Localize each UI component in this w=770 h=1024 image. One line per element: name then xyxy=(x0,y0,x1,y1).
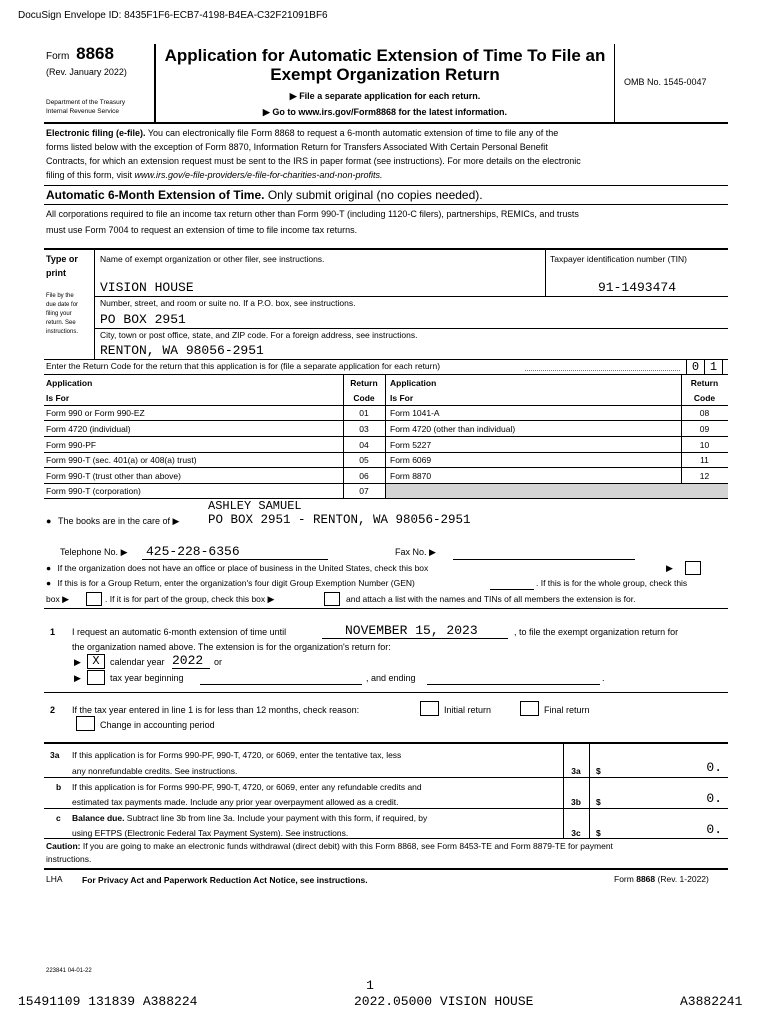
code-row-form: Form 6069 xyxy=(390,455,432,465)
caution-label: Caution: xyxy=(46,841,81,851)
bullet-icon: ● xyxy=(46,516,52,526)
file-note-line: return. See xyxy=(46,320,76,326)
form-title-line1: Application for Automatic Extension of Time To File an xyxy=(164,46,606,65)
subtitle-separate-text: File a separate application for each return. xyxy=(299,91,481,101)
bullet-icon: ● xyxy=(46,578,52,588)
return-code-label: Enter the Return Code for the return that this application is for (file a separate application for each return) xyxy=(46,361,441,371)
bullet-icon: ● xyxy=(46,563,52,573)
tax-year-end-field[interactable] xyxy=(427,684,600,685)
file-note-line: due date for xyxy=(46,302,79,308)
telephone-text: Telephone No. xyxy=(60,547,119,557)
and-ending-label: , and ending xyxy=(366,673,416,683)
code-row-code: 07 xyxy=(359,486,369,496)
code-row-code: 08 xyxy=(699,408,710,418)
calendar-year-field[interactable]: 2022 xyxy=(172,653,204,668)
city-field[interactable]: RENTON, WA 98056-2951 xyxy=(100,343,264,358)
footer-center-id: 2022.05000 VISION HOUSE xyxy=(354,994,534,1009)
irs-label: Internal Revenue Service xyxy=(46,108,119,115)
line3b-text-1: If this application is for Forms 990-PF, 990-T, 4720, or 6069, enter any refundable credits and xyxy=(72,782,422,792)
form-word: Form xyxy=(46,51,70,62)
page-number: 1 xyxy=(366,978,374,993)
line3b-number: b xyxy=(56,782,62,792)
form-label xyxy=(46,44,114,64)
code-row-form: Form 990-T (trust other than above) xyxy=(46,471,181,481)
line3c-text-2: using EFTPS (Electronic Federal Tax Payment System). See instructions. xyxy=(72,828,349,838)
shaded-cell xyxy=(386,484,728,498)
efile-line1 xyxy=(46,128,558,138)
omb-number: OMB No. 1545-0047 xyxy=(624,77,707,87)
care-bullet-line xyxy=(46,516,179,527)
city-label: City, town or post office, state, and ZIP code. For a foreign address, see instructions. xyxy=(100,330,418,340)
dollar-sign: $ xyxy=(596,828,601,838)
subtitle-website-text: Go to www.irs.gov/Form8868 for the latest information. xyxy=(272,107,508,117)
line2-number: 2 xyxy=(50,705,56,715)
footer-left-id: 15491109 131839 A388224 xyxy=(18,994,198,1009)
code-row-code: 06 xyxy=(359,471,369,481)
line3a-code: 3a xyxy=(571,766,581,776)
footer-form-number: 8868 xyxy=(636,874,656,884)
arrow-right-icon: ▶ xyxy=(267,594,275,604)
efile-line2: forms listed below with the exception of Form 8870, Information Return for Transfers Associated With Certain Personal Benefit xyxy=(46,142,548,152)
code-row-code: 05 xyxy=(359,455,369,465)
tax-year-label: tax year beginning xyxy=(110,673,184,683)
care-label: The books are in the care of xyxy=(57,516,171,526)
dept-treasury: Department of the Treasury xyxy=(46,99,126,106)
final-return-label: Final return xyxy=(544,705,590,715)
arrow-right-icon: ▶ xyxy=(74,673,81,683)
code-row-form: Form 990-T (corporation) xyxy=(46,486,141,496)
line3b-amount[interactable]: 0. xyxy=(706,791,722,806)
col-code-header-1: Return xyxy=(690,378,719,388)
col-code-header-1: Return xyxy=(350,378,378,388)
line3c-text-1-rest: Subtract line 3b from line 3a. Include your payment with this form, if required, by xyxy=(124,813,428,823)
code-row-code: 10 xyxy=(699,440,710,450)
arrow-right-icon: ▶ xyxy=(262,107,270,117)
dollar-sign: $ xyxy=(596,766,601,776)
efile-label: Electronic filing (e-file). xyxy=(46,128,146,138)
subtitle-separate xyxy=(155,91,615,102)
type-label: Type or xyxy=(46,254,78,264)
efile-text-1: You can electronically file Form 8868 to request a 6-month automatic extension of time to file any of the xyxy=(145,128,559,138)
code-row-code: 03 xyxy=(359,424,369,434)
revision-date: (Rev. January 2022) xyxy=(46,67,127,77)
auto-heading-note: Only submit original (no copies needed). xyxy=(267,188,483,202)
arrow-right-icon: ▶ xyxy=(172,516,180,526)
return-code-digit-1[interactable]: 0 xyxy=(686,359,705,375)
part-group-checkbox[interactable] xyxy=(324,592,340,606)
fax-text: Fax No. xyxy=(395,547,427,557)
line3a-number: 3a xyxy=(50,750,60,760)
accounting-change-label: Change in accounting period xyxy=(100,720,215,730)
line3a-text-2: any nonrefundable credits. See instructions. xyxy=(72,766,238,776)
file-by-note xyxy=(46,292,78,337)
auto-text-2: must use Form 7004 to request an extension of time to file income tax returns. xyxy=(46,225,358,235)
file-note-line: instructions. xyxy=(46,329,79,335)
group-whole-text: . If this is for the whole group, check this xyxy=(536,578,688,588)
line3b-code: 3b xyxy=(571,797,581,807)
group-return-text: If this is for a Group Return, enter the organization's four digit Group Exemption Number (GEN) xyxy=(57,578,415,588)
extension-date-field[interactable]: NOVEMBER 15, 2023 xyxy=(345,623,478,638)
file-note-line: File by the xyxy=(46,293,74,299)
caution-line1 xyxy=(46,841,613,851)
no-office-text: If the organization does not have an office or place of business in the United States, check this box xyxy=(57,563,429,573)
code-row-form: Form 4720 (individual) xyxy=(46,424,131,434)
code-row-code: 11 xyxy=(700,455,709,465)
street-field[interactable]: PO BOX 2951 xyxy=(100,312,186,327)
fax-label xyxy=(395,547,436,558)
group-part-text: . If it is for part of the group, check this box xyxy=(105,594,266,604)
org-name-field[interactable]: VISION HOUSE xyxy=(100,280,194,295)
arrow-right-icon: ▶ xyxy=(74,657,81,667)
efile-line3: Contracts, for which an extension request must be sent to the IRS in paper format (see instructions). For more details on the electronic xyxy=(46,156,581,166)
caution-text-1: If you are going to make an electronic funds withdrawal (direct debit) with this Form 8868, see Form 8453-TE and Form 8879-TE for payment xyxy=(80,841,613,851)
balance-due-label: Balance due. xyxy=(72,813,125,823)
tax-year-begin-field[interactable] xyxy=(200,684,362,685)
form-number: 8868 xyxy=(76,44,114,63)
code-row-code: 04 xyxy=(359,440,369,450)
line1-text-a: I request an automatic 6-month extension of time until xyxy=(72,627,287,637)
footer-form-rev: (Rev. 1-2022) xyxy=(657,874,709,884)
efile-line4 xyxy=(46,170,382,180)
envelope-id: DocuSign Envelope ID: 8435F1F6-ECB7-4198-B4EA-C32F21091BF6 xyxy=(18,10,328,21)
code-row-form: Form 990-PF xyxy=(46,440,97,450)
arrow-right-icon: ▶ xyxy=(62,594,70,604)
caution-line2: instructions. xyxy=(46,854,92,864)
print-label: print xyxy=(46,268,66,278)
col-app-header-2: Is For xyxy=(46,393,70,403)
group-return-line xyxy=(46,578,415,588)
form-code: 223841 04-01-22 xyxy=(46,968,92,974)
initial-return-label: Initial return xyxy=(444,705,492,715)
lha-label: LHA xyxy=(46,874,63,884)
initial-return-checkbox[interactable] xyxy=(420,701,439,716)
accounting-change-checkbox[interactable] xyxy=(76,716,95,731)
telephone-field[interactable]: 425-228-6356 xyxy=(146,544,240,559)
tax-year-checkbox[interactable] xyxy=(87,670,105,685)
tin-field[interactable]: 91-1493474 xyxy=(598,280,677,295)
no-office-checkbox[interactable] xyxy=(685,561,701,575)
line1-number: 1 xyxy=(50,627,56,637)
efile-link[interactable]: www.irs.gov/e-file-providers/e-file-for-charities-and-non-profits. xyxy=(134,170,383,180)
fax-field[interactable] xyxy=(453,559,635,560)
street-label: Number, street, and room or suite no. If a P.O. box, see instructions. xyxy=(100,298,356,308)
arrow-right-icon: ▶ xyxy=(120,547,128,557)
line3c-code: 3c xyxy=(571,828,581,838)
footer-form-word: Form xyxy=(614,874,634,884)
dollar-sign: $ xyxy=(596,797,601,807)
col-app-header-1: Application xyxy=(390,378,437,388)
line2-text: If the tax year entered in line 1 is for less than 12 months, check reason: xyxy=(72,705,360,715)
arrow-right-icon: ▶ xyxy=(666,563,673,573)
code-row-form: Form 990-T (sec. 401(a) or 408(a) trust) xyxy=(46,455,197,465)
footer-right-id: A3882241 xyxy=(680,994,743,1009)
care-address-field[interactable]: PO BOX 2951 - RENTON, WA 98056-2951 xyxy=(208,513,471,527)
calendar-year-checkbox[interactable]: X xyxy=(87,654,105,669)
code-row-code: 01 xyxy=(359,408,369,418)
line1-period: . xyxy=(602,673,605,683)
code-row-form: Form 4720 (other than individual) xyxy=(390,424,516,434)
col-code-header-2: Code xyxy=(693,393,716,403)
col-app-header-2: Is For xyxy=(390,393,414,403)
line3a-amount[interactable]: 0. xyxy=(706,760,722,775)
code-row-code: 12 xyxy=(699,471,710,481)
org-name-label: Name of exempt organization or other filer, see instructions. xyxy=(100,254,325,264)
efile-text-4: filing of this form, visit xyxy=(46,170,135,180)
subtitle-website xyxy=(155,107,615,118)
line3c-amount[interactable]: 0. xyxy=(706,822,722,837)
whole-group-checkbox[interactable] xyxy=(86,592,102,606)
leader-dots xyxy=(525,370,680,371)
line3b-text-2: estimated tax payments made. Include any prior year overpayment allowed as a credit. xyxy=(72,797,399,807)
line1-text-c: the organization named above. The extension is for the organization's return for: xyxy=(72,642,391,652)
group-attach-text: and attach a list with the names and TINs of all members the extension is for. xyxy=(346,594,636,604)
arrow-right-icon: ▶ xyxy=(429,547,436,557)
auto-text-1: All corporations required to file an income tax return other than Form 990-T (including 1120-C filers), partnerships, REMICs, and trusts xyxy=(46,209,579,219)
final-return-checkbox[interactable] xyxy=(520,701,539,716)
return-code-digit-2[interactable]: 1 xyxy=(704,359,723,375)
form-title-line2: Exempt Organization Return xyxy=(270,65,500,84)
no-office-line xyxy=(46,563,428,573)
auto-heading-bold: Automatic 6-Month Extension of Time. xyxy=(46,188,265,202)
privacy-notice: For Privacy Act and Paperwork Reduction Act Notice, see instructions. xyxy=(82,875,368,885)
line1-text-b: , to file the exempt organization return for xyxy=(514,627,679,637)
auto-extension-heading xyxy=(46,188,483,202)
code-row-form: Form 1041-A xyxy=(390,408,440,418)
footer-form-id xyxy=(614,874,709,884)
calendar-or: or xyxy=(214,657,223,667)
file-note-line: filing your xyxy=(46,311,72,317)
code-row-form: Form 990 or Form 990-EZ xyxy=(46,408,145,418)
calendar-year-label: calendar year xyxy=(110,657,165,667)
code-row-code: 09 xyxy=(699,424,710,434)
telephone-label xyxy=(60,547,127,558)
col-app-header-1: Application xyxy=(46,378,93,388)
col-code-header-2: Code xyxy=(353,393,375,403)
care-name-field[interactable]: ASHLEY SAMUEL xyxy=(208,499,302,513)
tin-label: Taxpayer identification number (TIN) xyxy=(550,254,688,264)
gen-field[interactable] xyxy=(490,589,534,590)
code-row-form: Form 8870 xyxy=(390,471,432,481)
arrow-right-icon: ▶ xyxy=(289,91,297,101)
group-part-line xyxy=(105,594,274,605)
line3c-number: c xyxy=(56,813,61,823)
group-box-label xyxy=(46,594,69,605)
group-box-text: box xyxy=(46,594,60,604)
line3c-text-1 xyxy=(72,813,427,823)
line3a-text-1: If this application is for Forms 990-PF, 990-T, 4720, or 6069, enter the tentative tax, less xyxy=(72,750,402,760)
code-row-form: Form 5227 xyxy=(390,440,432,450)
